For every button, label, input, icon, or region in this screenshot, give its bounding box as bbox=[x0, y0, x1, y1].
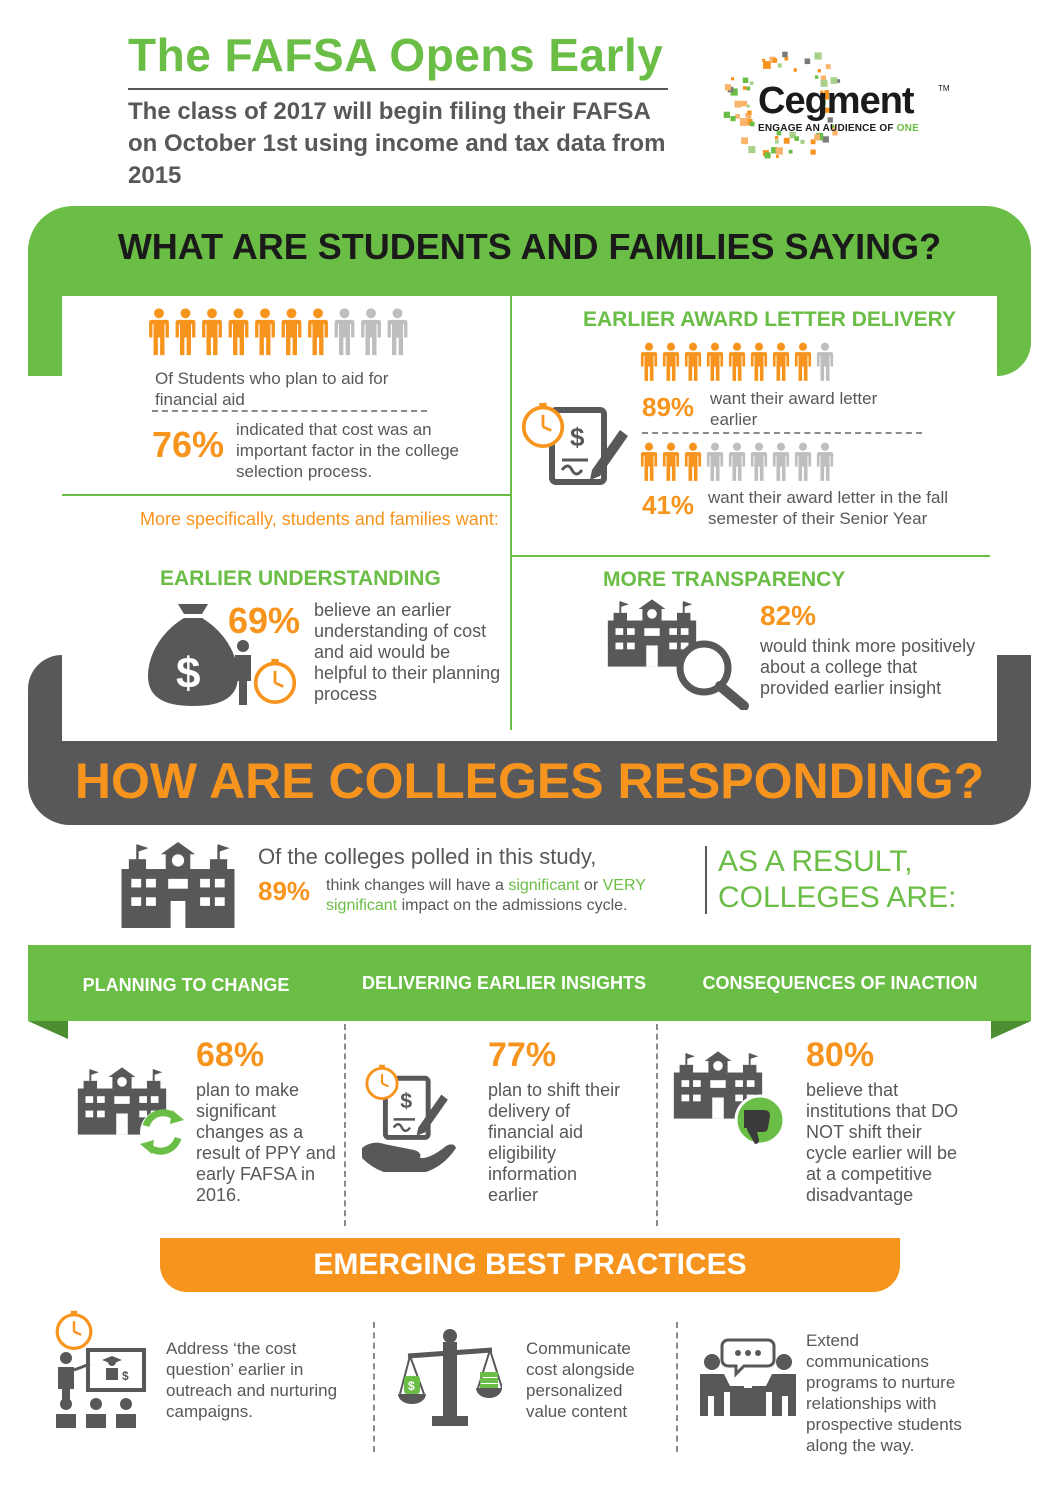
colleges-intro: Of the colleges polled in this study, bbox=[258, 844, 597, 869]
logo-trademark: TM bbox=[938, 84, 950, 93]
svg-text:$: $ bbox=[408, 1379, 415, 1393]
presenter-icon bbox=[44, 1310, 146, 1428]
banner-tab-right bbox=[997, 296, 1031, 376]
person-icon-filled bbox=[663, 343, 679, 381]
person-icon-filled bbox=[685, 343, 701, 381]
svg-text:$: $ bbox=[122, 1369, 129, 1383]
understanding-text: believe an earlier understanding of cost and aid would be helpful to their planning process bbox=[314, 600, 501, 704]
person-icon-empty bbox=[729, 443, 745, 481]
page-subtitle: The class of 2017 will begin filing their FAFSA on October 1st using income and tax data from 2015 bbox=[128, 98, 666, 189]
person-icon-empty bbox=[773, 443, 789, 481]
colleges-heading: HOW ARE COLLEGES RESPONDING? bbox=[74, 753, 985, 809]
delivering-text: plan to shift their delivery of financial aid eligibility information earlier bbox=[488, 1080, 621, 1205]
understanding-heading: EARLIER UNDERSTANDING bbox=[160, 567, 441, 590]
person-icon-filled bbox=[641, 343, 657, 381]
person-icon-filled bbox=[149, 308, 169, 355]
award-letter-fall-percent: 41% bbox=[642, 490, 695, 520]
delivering-percent: 77% bbox=[488, 1036, 557, 1074]
planning-text: plan to make significant changes as a result of PPY and early FAFSA in 2016. bbox=[196, 1080, 336, 1205]
consequences-college-thumbs-down-icon bbox=[670, 1050, 796, 1146]
students-heading: WHAT ARE STUDENTS AND FAMILIES SAYING? bbox=[117, 226, 942, 267]
page-title: The FAFSA Opens Early bbox=[128, 29, 664, 81]
award-letter-fall-pictogram bbox=[640, 442, 838, 482]
title-divider bbox=[128, 88, 668, 90]
person-icon-empty bbox=[361, 308, 381, 355]
person-icon-filled bbox=[729, 343, 745, 381]
award-letter-dash-divider bbox=[642, 432, 922, 434]
person-icon-filled bbox=[663, 443, 679, 481]
person-icon-empty bbox=[817, 443, 833, 481]
logo-tagline-accent: ONE bbox=[896, 123, 919, 134]
result-line-2: COLLEGES ARE: bbox=[718, 881, 957, 914]
practice-1-text: Address ‘the cost question’ earlier in outreach and nurturing campaigns. bbox=[166, 1339, 338, 1421]
award-letter-heading: EARLIER AWARD LETTER DELIVERY bbox=[583, 308, 956, 331]
person-icon-empty bbox=[707, 443, 723, 481]
planning-percent: 68% bbox=[196, 1036, 265, 1074]
cost-factor-pictogram bbox=[148, 306, 413, 358]
logo-wordmark: Cegment bbox=[758, 80, 914, 122]
person-icon-empty bbox=[335, 308, 355, 355]
delivering-hand-document-icon bbox=[360, 1064, 480, 1176]
impact-text-e: impact on the admissions cycle. bbox=[397, 897, 628, 914]
consequences-percent: 80% bbox=[806, 1036, 875, 1074]
award-letter-fall-text: want their award letter in the fall semester of their Senior Year bbox=[708, 488, 949, 528]
award-letter-earlier-percent: 89% bbox=[642, 392, 695, 422]
impact-text-very-significant: VERY significant bbox=[326, 877, 646, 914]
column-heading-planning: PLANNING TO CHANGE bbox=[82, 975, 290, 995]
transparency-heading: MORE TRANSPARENCY bbox=[603, 568, 846, 591]
cost-factor-intro: Of Students who plan to aid for financial aid bbox=[155, 369, 389, 409]
person-icon-empty bbox=[817, 343, 833, 381]
practice-3-text: Extend communications programs to nurture relationships with prospective students along the way. bbox=[806, 1331, 962, 1455]
person-icon-filled bbox=[229, 308, 249, 355]
transparency-text: would think more positively about a college that provided earlier insight bbox=[760, 636, 976, 698]
ribbon-fold-right bbox=[991, 1021, 1031, 1039]
banner-tab-right bbox=[997, 655, 1031, 741]
result-divider bbox=[705, 846, 707, 914]
column-dash-divider bbox=[656, 1024, 658, 1226]
practice-2-text: Communicate cost alongside personalized value content bbox=[526, 1339, 635, 1421]
impact-text-significant: significant bbox=[508, 877, 580, 894]
person-icon-empty bbox=[388, 308, 408, 355]
person-icon-filled bbox=[685, 443, 701, 481]
logo-tagline bbox=[758, 123, 919, 134]
person-icon-filled bbox=[773, 343, 789, 381]
person-icon-empty bbox=[795, 443, 811, 481]
best-practices-heading: EMERGING BEST PRACTICES bbox=[313, 1248, 747, 1281]
column-dash-divider bbox=[344, 1024, 346, 1226]
column-heading-delivering: DELIVERING EARLIER INSIGHTS bbox=[361, 973, 647, 993]
planning-college-recycle-icon bbox=[74, 1066, 190, 1156]
person-icon-filled bbox=[795, 343, 811, 381]
quadrant-right-divider bbox=[510, 555, 990, 557]
cost-factor-percent: 76% bbox=[152, 424, 225, 465]
practice-dash-divider bbox=[676, 1322, 678, 1452]
transparency-percent: 82% bbox=[760, 600, 817, 631]
consequences-text: believe that institutions that DO NOT shift their cycle earlier will be at a competitive disadvantage bbox=[806, 1080, 959, 1205]
colleges-impact-text bbox=[326, 876, 696, 916]
practice-dash-divider bbox=[373, 1322, 375, 1452]
person-icon-filled bbox=[282, 308, 302, 355]
logo-tagline-prefix: ENGAGE AN AUDIENCE OF bbox=[758, 123, 897, 134]
impact-text-or: or bbox=[579, 877, 603, 894]
impact-text-a: think changes will have a bbox=[326, 877, 509, 894]
understanding-percent: 69% bbox=[228, 600, 301, 641]
person-icon-filled bbox=[255, 308, 275, 355]
award-letter-earlier-text: want their award letter earlier bbox=[710, 389, 878, 429]
person-icon-empty bbox=[751, 443, 767, 481]
person-icon-filled bbox=[308, 308, 328, 355]
transparency-college-magnifier-icon bbox=[604, 598, 750, 710]
quadrant-vertical-divider bbox=[510, 290, 512, 730]
college-building-icon bbox=[116, 842, 240, 928]
column-heading-consequences: CONSEQUENCES OF INACTION bbox=[702, 973, 978, 993]
person-icon-filled bbox=[641, 443, 657, 481]
banner-tab-left bbox=[28, 655, 62, 741]
result-line-1: AS A RESULT, bbox=[718, 845, 913, 878]
award-letter-document-icon bbox=[520, 400, 636, 490]
banner-tab-left bbox=[28, 296, 62, 376]
ribbon-fold-left bbox=[28, 1021, 68, 1039]
quadrant-left-divider bbox=[62, 494, 510, 496]
more-specifically-text: More specifically, students and families want: bbox=[140, 509, 499, 529]
person-icon-filled bbox=[202, 308, 222, 355]
person-icon-filled bbox=[751, 343, 767, 381]
person-icon-filled bbox=[176, 308, 196, 355]
award-letter-earlier-pictogram bbox=[640, 342, 838, 382]
colleges-percent: 89% bbox=[258, 876, 311, 906]
conversation-icon bbox=[696, 1336, 800, 1416]
person-icon-filled bbox=[707, 343, 723, 381]
cost-factor-text: indicated that cost was an important factor in the college selection process. bbox=[236, 420, 460, 481]
svg-text:$: $ bbox=[176, 649, 201, 698]
scale-icon bbox=[398, 1328, 502, 1432]
cost-factor-dash-divider bbox=[152, 410, 427, 412]
